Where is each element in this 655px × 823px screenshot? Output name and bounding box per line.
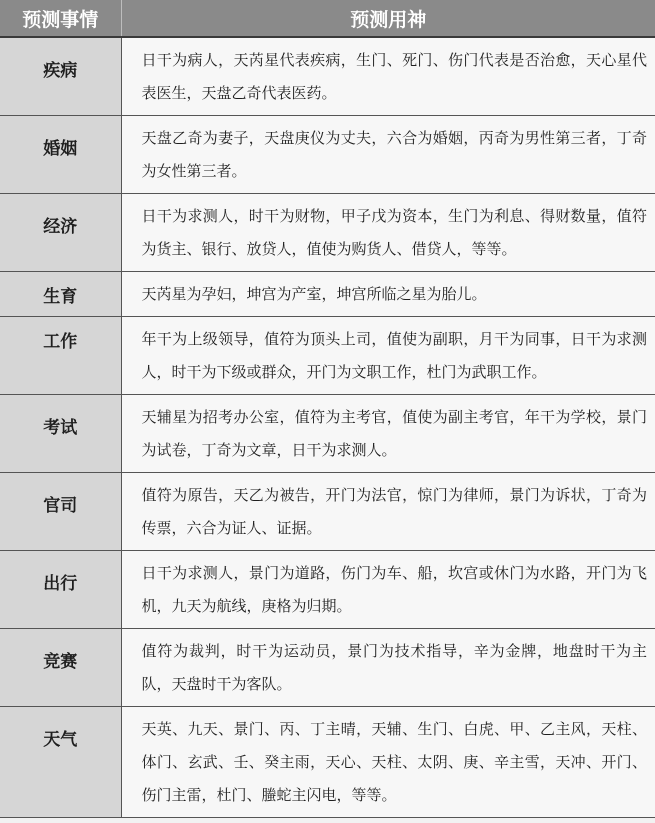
- row-description: 值符为原告，天乙为被告，开门为法官，惊门为律师，景门为诉状，丁奇为传票，六合为证人、证据。: [121, 473, 655, 551]
- row-topic: 天气: [0, 707, 121, 818]
- row-description: 天盘乙奇为妻子，天盘庚仪为丈夫，六合为婚姻，丙奇为男性第三者，丁奇为女性第三者。: [121, 116, 655, 194]
- row-description: 日干为求测人，景门为道路，伤门为车、船，坎宫或休门为水路，开门为飞机，九天为航线，庚格为归期。: [121, 551, 655, 629]
- row-description: 日干为病人，天芮星代表疾病，生门、死门、伤门代表是否治愈，天心星代表医生，天盘乙奇代表医药。: [121, 37, 655, 116]
- table-row: [0, 317, 655, 395]
- row-topic: 官司: [0, 473, 121, 551]
- table-row: [0, 551, 655, 629]
- row-description: 值符为裁判，时干为运动员，景门为技术指导，辛为金牌，地盘时干为主队，天盘时干为客队。: [121, 629, 655, 707]
- table-row: [0, 395, 655, 473]
- header-topic: 预测事情: [0, 0, 121, 37]
- row-topic: 疾病: [0, 37, 121, 116]
- row-topic: 竞赛: [0, 629, 121, 707]
- row-topic: 出行: [0, 551, 121, 629]
- row-description: 日干为求测人，时干为财物，甲子戊为资本，生门为利息、得财数量，值符为货主、银行、放贷人，值使为购货人、借贷人，等等。: [121, 194, 655, 272]
- row-topic: 婚姻: [0, 116, 121, 194]
- table-row: [0, 629, 655, 707]
- table-row: [0, 473, 655, 551]
- row-description: 年干为上级领导，值符为顶头上司，值使为副职，月干为同事，日干为求测人，时干为下级或群众，开门为文职工作，杜门为武职工作。: [121, 317, 655, 395]
- row-description: 天芮星为孕妇，坤宫为产室，坤宫所临之星为胎儿。: [121, 272, 655, 317]
- table-row: [0, 37, 655, 116]
- table-row: [0, 272, 655, 317]
- row-description: 天英、九天、景门、丙、丁主晴，天辅、生门、白虎、甲、乙主风，天柱、体门、玄武、壬、癸主雨，天心、天柱、太阴、庚、辛主雪，天冲、开门、伤门主雷，杜门、螣蛇主闪电，等等。: [121, 707, 655, 818]
- table-header-row: [0, 0, 655, 37]
- row-topic: 考试: [0, 395, 121, 473]
- table-row: [0, 194, 655, 272]
- row-description: 天辅星为招考办公室，值符为主考官，值使为副主考官，年干为学校，景门为试卷，丁奇为文章，日干为求测人。: [121, 395, 655, 473]
- table-row: [0, 116, 655, 194]
- table-row: [0, 707, 655, 818]
- row-topic: 工作: [0, 317, 121, 395]
- row-topic: 生育: [0, 272, 121, 317]
- header-usage: 预测用神: [121, 0, 655, 37]
- row-topic: 经济: [0, 194, 121, 272]
